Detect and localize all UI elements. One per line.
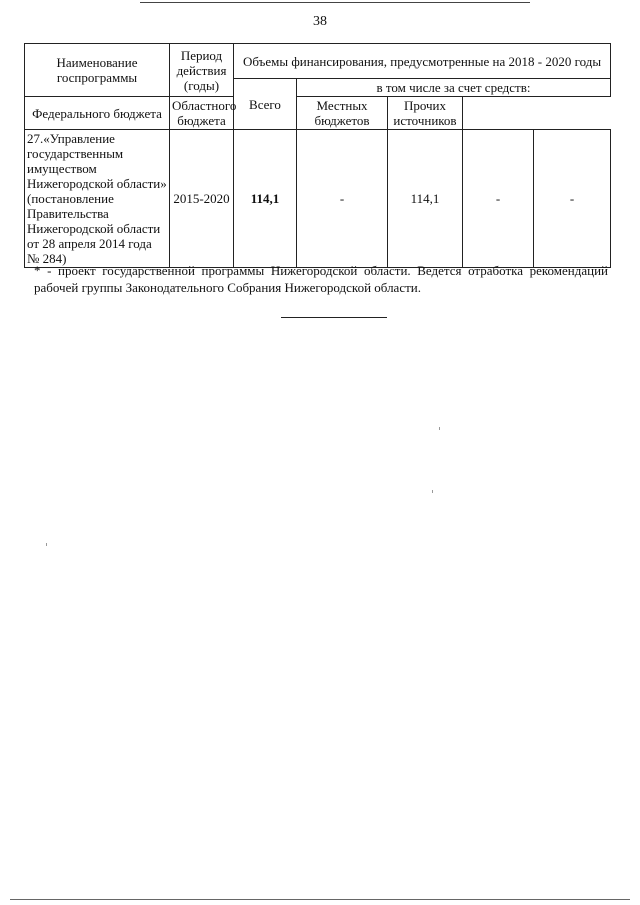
row-federal: -	[297, 130, 388, 268]
header-funding: Объемы финансирования, предусмотренные на 2018 - 2020 годы	[234, 44, 611, 79]
top-rule	[140, 2, 530, 3]
header-local: Местных бюджетов	[297, 97, 388, 130]
row-local: -	[463, 130, 534, 268]
row-name: 27.«Управление государственным имуществом Нижегородской области» (постановление Правительства Нижегородской области от 28 апреля 2014 года № 284)	[25, 130, 170, 268]
header-period: Период действия (годы)	[170, 44, 234, 97]
footnote-separator	[281, 317, 387, 318]
footnote: * - проект государственной программы Нижегородской области. Ведется отработка рекомендаций рабочей группы Законодательного Собрания Нижегородской области.	[34, 263, 608, 295]
scan-speck	[46, 543, 47, 546]
page-number: 38	[313, 14, 327, 29]
header-including: в том числе за счет средств:	[297, 79, 611, 97]
header-regional: Областного бюджета	[170, 97, 234, 130]
scan-speck	[432, 490, 433, 493]
bottom-rule	[10, 899, 630, 900]
header-name: Наименование госпрограммы	[25, 44, 170, 97]
row-period: 2015-2020	[170, 130, 234, 268]
row-other: -	[534, 130, 611, 268]
scan-speck	[439, 427, 440, 430]
header-other: Прочих источников	[388, 97, 463, 130]
header-federal: Федерального бюджета	[25, 97, 170, 130]
row-regional: 114,1	[388, 130, 463, 268]
funding-table	[24, 43, 611, 268]
table-row	[25, 130, 611, 268]
row-total: 114,1	[234, 130, 297, 268]
header-total: Всего	[234, 79, 297, 130]
